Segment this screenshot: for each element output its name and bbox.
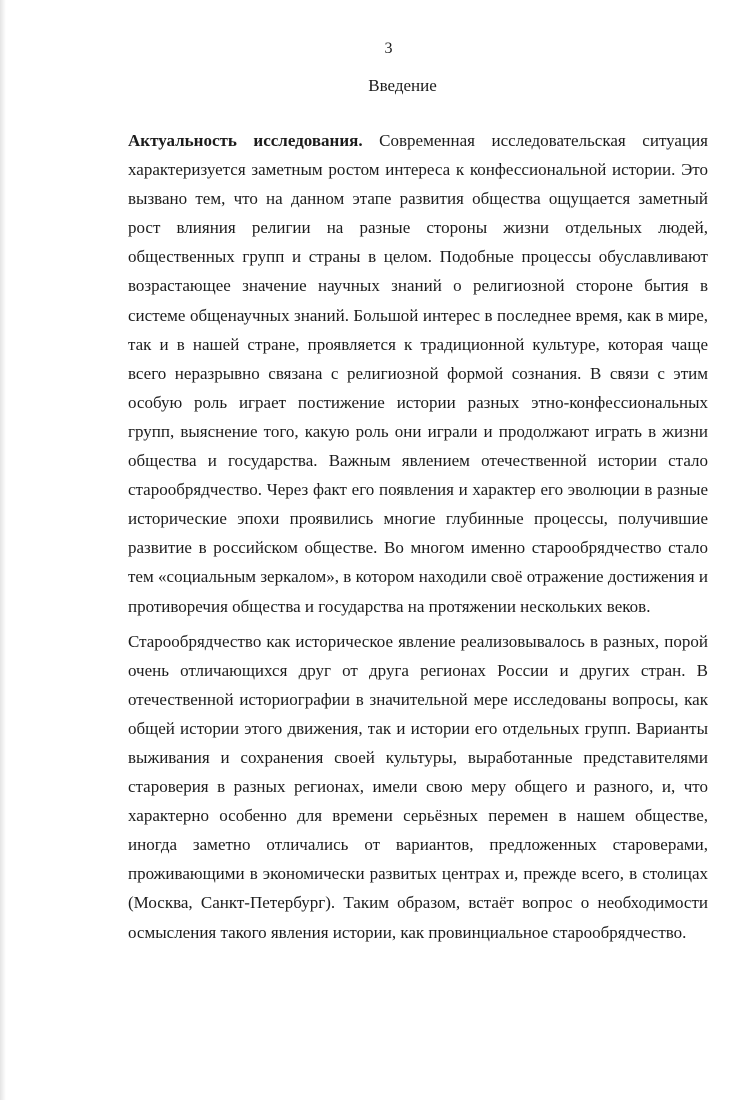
paragraph-old-believers [128,627,708,947]
page-number: 3 [384,40,393,57]
page-heading: Введение [368,76,437,96]
body-text [128,126,708,947]
paragraph-relevance [128,126,708,621]
paragraph-text: Современная исследовательская ситуация характеризуется заметным ростом интереса к конфессиональной истории. Это вызвано тем, что на данном этапе развития общества ощущается заметный рост влияния религии на разные стороны жизни отдельных людей, общественных групп и страны в целом. Подобные процессы обуславливают возрастающее значение научных знаний о религиозной стороне бытия в системе общенаучных знаний. Большой интерес в последнее время, как в мире, так и в нашей стране, проявляется к традиционной культуре, которая чаще всего неразрывно связана с религиозной формой сознания. В связи с этим особую роль играет постижение истории разных этно-конфессиональных групп, выяснение того, какую роль они играли и продолжают играть в жизни общества и государства. Важным явлением отечественной истории стало старообрядчество. Через факт его появления и характер его эволюции в разные исторические эпохи проявились многие глубинные процессы, получившие развитие в российском обществе. Во многом именно старообрядчество стало тем «социальным зеркалом», в котором находили своё отражение достижения и противоречия общества и государства на протяжении нескольких веков. [128,131,708,616]
paragraph-lead-in: Актуальность исследования. [128,131,363,150]
paragraph-text: Старообрядчество как историческое явление реализовывалось в разных, порой очень отличающихся друг от друга регионах России и других стран. В отечественной историографии в значительной мере исследованы вопросы, как общей истории этого движения, так и истории его отдельных групп. Варианты выживания и сохранения своей культуры, выработанные представителями староверия в разных регионах, имели свою меру общего и разного, и, что характерно особенно для времени серьёзных перемен в нашем обществе, иногда заметно отличались от вариантов, предложенных староверами, проживающими в экономически развитых центрах и, прежде всего, в столицах (Москва, Санкт-Петербург). Таким образом, встаёт вопрос о необходимости осмысления такого явления истории, как провинциальное старообрядчество. [128,631,708,942]
scan-edge-shadow [0,0,6,1100]
